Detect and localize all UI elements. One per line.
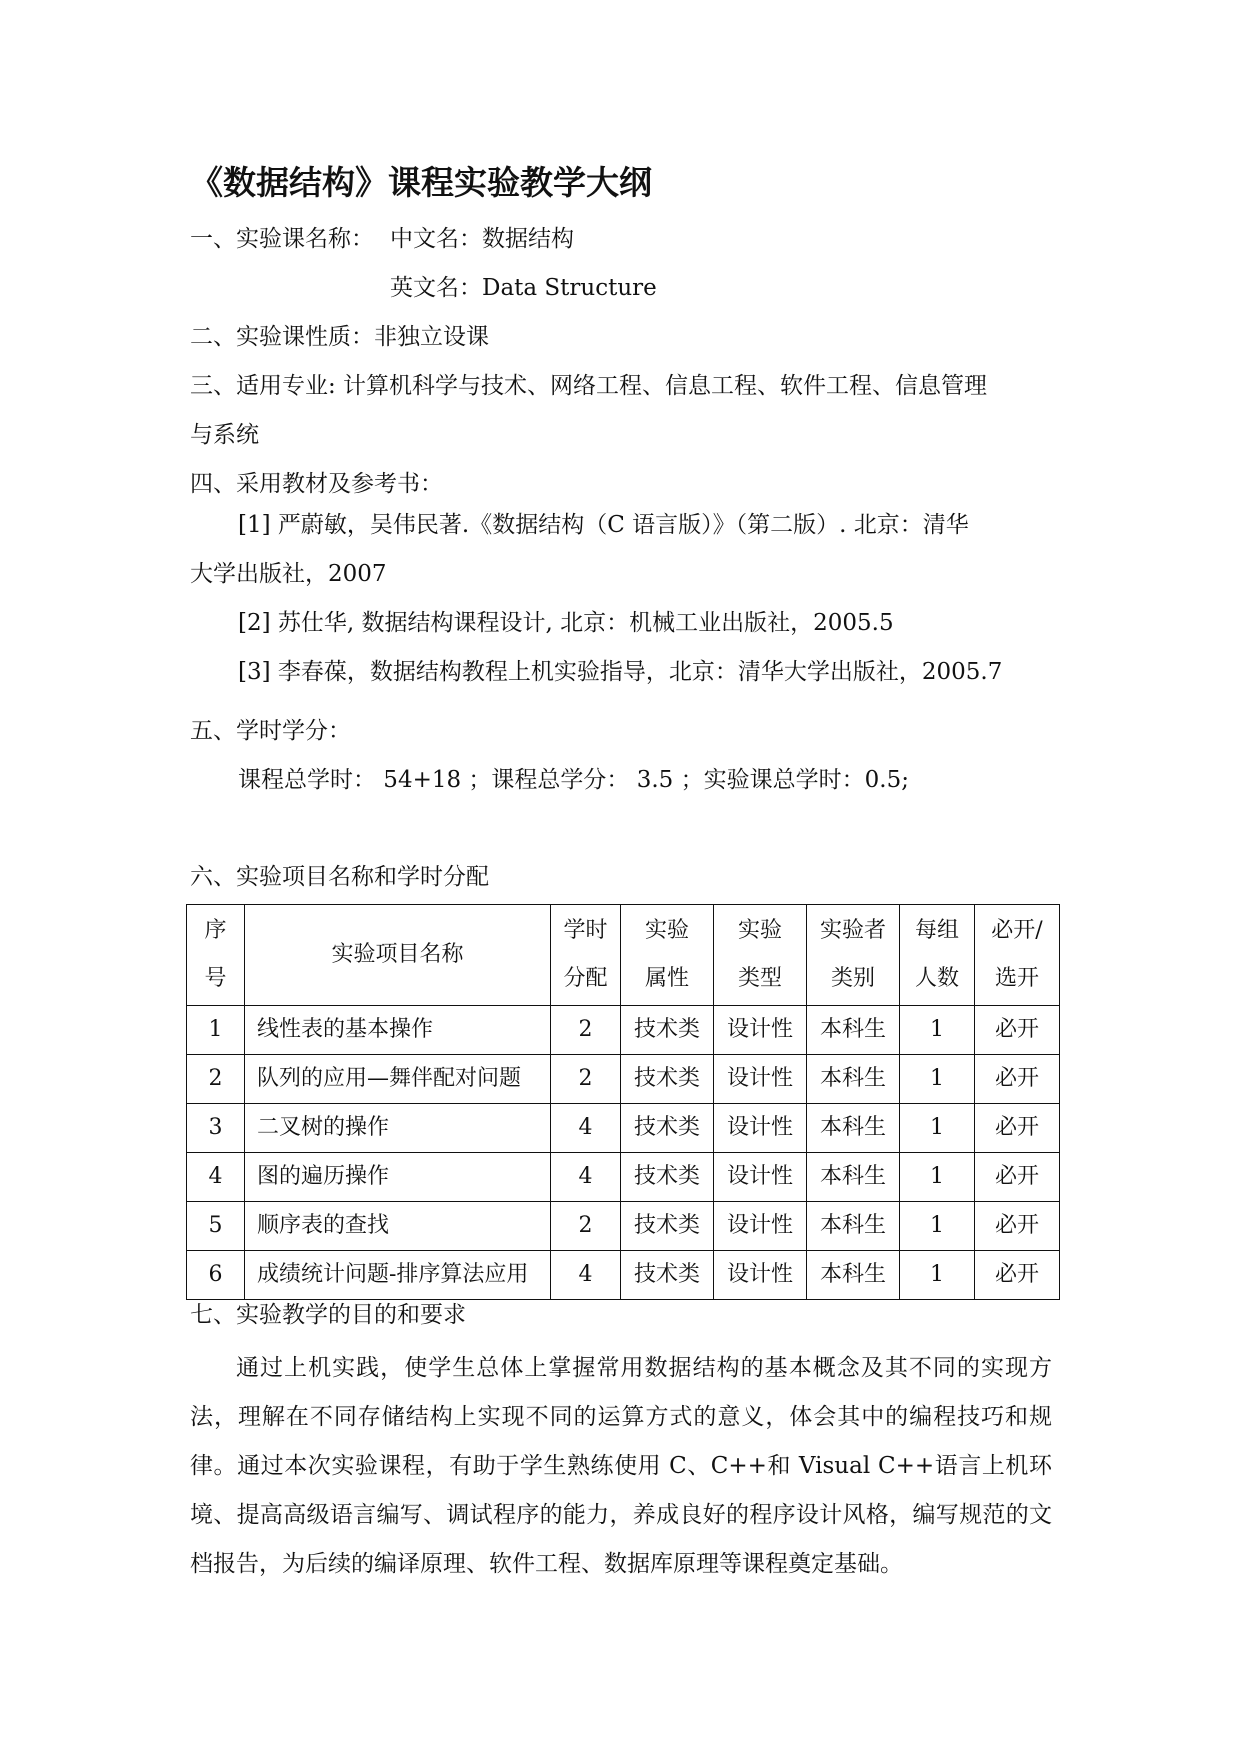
cell-type: 设计性 [714,1153,807,1202]
cell-type: 设计性 [714,1055,807,1104]
section-1-label: 一、实验课名称： [190,226,374,252]
cell-group-size: 1 [900,1153,975,1202]
header-required: 必开/ 选开 [975,905,1060,1006]
cell-no: 3 [187,1104,245,1153]
cell-name: 线性表的基本操作 [245,1006,551,1055]
cell-required: 必开 [975,1153,1060,1202]
cell-participant: 本科生 [807,1251,900,1300]
cell-group-size: 1 [900,1202,975,1251]
cell-type: 设计性 [714,1104,807,1153]
cell-group-size: 1 [900,1251,975,1300]
section-4-label: 四、采用教材及参考书： [190,471,443,497]
cell-hours: 4 [551,1251,621,1300]
section-2-nature: 二、实验课性质：非独立设课 [190,324,489,350]
cell-participant: 本科生 [807,1153,900,1202]
table-row [187,1055,1060,1104]
table-row [187,1153,1060,1202]
section-7-paragraph: 通过上机实践，使学生总体上掌握常用数据结构的基本概念及其不同的实现方法，理解在不同存储结构上实现不同的运算方式的意义，体会其中的编程技巧和规律。通过本次实验课程，有助于学生熟练使用 C、C++和 Visual C++语言上机环境、提高高级语言编写、调试程序的能力，养成良好的程序设计风格，编写规范的文档报告，为后续的编译原理、软件工程、数据库原理等课程奠定基础。 [190,1355,1052,1577]
cell-no: 2 [187,1055,245,1104]
header-participant: 实验者 类别 [807,905,900,1006]
cell-participant: 本科生 [807,1006,900,1055]
cell-group-size: 1 [900,1055,975,1104]
header-no: 序 号 [187,905,245,1006]
experiment-table-wrap [186,904,1059,1300]
cell-name: 队列的应用—舞伴配对问题 [245,1055,551,1104]
cell-required: 必开 [975,1251,1060,1300]
cell-attribute: 技术类 [621,1104,714,1153]
experiment-table [186,904,1060,1300]
cell-required: 必开 [975,1055,1060,1104]
cell-hours: 2 [551,1202,621,1251]
section-7-label: 七、实验教学的目的和要求 [190,1302,466,1328]
reference-1-line-1: [1] 严蔚敏，吴伟民著.《数据结构（C 语言版）》（第二版）. 北京：清华 [238,512,969,538]
reference-2: [2] 苏仕华, 数据结构课程设计, 北京：机械工业出版社，2005.5 [238,610,894,636]
header-attribute: 实验 属性 [621,905,714,1006]
header-group-size: 每组 人数 [900,905,975,1006]
table-row [187,1202,1060,1251]
cell-type: 设计性 [714,1006,807,1055]
cell-required: 必开 [975,1006,1060,1055]
header-type: 实验 类型 [714,905,807,1006]
cell-attribute: 技术类 [621,1006,714,1055]
cell-group-size: 1 [900,1006,975,1055]
cell-type: 设计性 [714,1251,807,1300]
document-title: 《数据结构》课程实验教学大纲 [190,163,652,202]
cell-attribute: 技术类 [621,1202,714,1251]
table-row [187,1251,1060,1300]
cell-no: 4 [187,1153,245,1202]
header-name: 实验项目名称 [245,905,551,1006]
cell-no: 6 [187,1251,245,1300]
cell-name: 二叉树的操作 [245,1104,551,1153]
cell-name: 成绩统计问题-排序算法应用 [245,1251,551,1300]
table-header-row [187,905,1060,1006]
table-row [187,1104,1060,1153]
cell-no: 1 [187,1006,245,1055]
section-1-chinese-name: 中文名：数据结构 [390,226,574,252]
section-3-line-1: 三、适用专业: 计算机科学与技术、网络工程、信息工程、软件工程、信息管理 [190,373,988,399]
cell-hours: 2 [551,1006,621,1055]
cell-group-size: 1 [900,1104,975,1153]
section-5-credits: 课程总学时： 54+18 ；课程总学分： 3.5 ；实验课总学时：0.5; [238,767,909,793]
cell-participant: 本科生 [807,1104,900,1153]
cell-name: 顺序表的查找 [245,1202,551,1251]
cell-hours: 2 [551,1055,621,1104]
cell-type: 设计性 [714,1202,807,1251]
table-row [187,1006,1060,1055]
cell-required: 必开 [975,1104,1060,1153]
cell-attribute: 技术类 [621,1153,714,1202]
header-hours: 学时 分配 [551,905,621,1006]
section-3-line-2: 与系统 [190,422,259,448]
cell-participant: 本科生 [807,1055,900,1104]
reference-3: [3] 李春葆，数据结构教程上机实验指导，北京：清华大学出版社，2005.7 [238,659,1003,685]
cell-attribute: 技术类 [621,1251,714,1300]
cell-hours: 4 [551,1104,621,1153]
cell-attribute: 技术类 [621,1055,714,1104]
reference-1-line-2: 大学出版社，2007 [190,561,387,587]
section-1-english-name: 英文名：Data Structure [390,275,657,301]
cell-hours: 4 [551,1153,621,1202]
cell-name: 图的遍历操作 [245,1153,551,1202]
section-5-label: 五、学时学分： [190,718,351,744]
cell-no: 5 [187,1202,245,1251]
cell-participant: 本科生 [807,1202,900,1251]
cell-required: 必开 [975,1202,1060,1251]
section-6-label: 六、实验项目名称和学时分配 [190,864,489,890]
